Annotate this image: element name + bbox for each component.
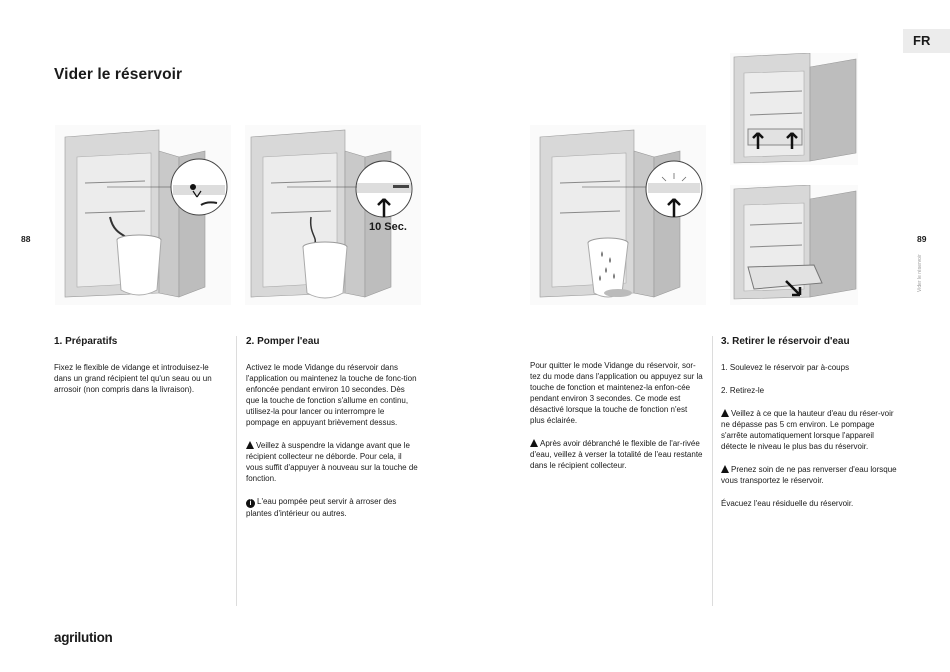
step3-warning-2-text: Prenez soin de ne pas renverser d'eau lorsque vous transportez le réservoir. [721,465,897,485]
step2-text-block [246,362,418,531]
fridge-empty-water-illustration [530,125,706,305]
fridge-button-press-illustration [245,125,421,305]
step2-warning [246,440,418,484]
step3-substep-2: 2. Retirez-le [721,386,765,395]
ten-seconds-label: 10 Sec. [369,221,407,233]
language-tab: FR [903,29,950,53]
step3-text-block [721,362,901,521]
step2-paragraph: Activez le mode Vidange du réservoir dans l'application ou maintenez la touche de fonc-tion enfoncée pendant environ 10 secondes. Dès que la touche de fonction s'allume en continu, utilisez-la pour lancer ou interrompre le pompage en appuyant brièvement dessus. [246,363,417,427]
fridge-drain-hose-illustration [55,125,231,305]
step2-heading: 2. Pomper l'eau [246,336,320,347]
step3-heading: 3. Retirer le réservoir d'eau [721,336,850,347]
column-divider [236,336,237,606]
warning-icon [721,465,729,473]
page-number-right: 89 [917,234,927,244]
step3-warning-1 [721,408,901,452]
step2-exit-warning [530,438,704,471]
page-title: Vider le réservoir [54,66,183,83]
step2-exit-paragraph: Pour quitter le mode Vidange du réservoir, sor-tez du mode dans l'application ou appuyez sur la touche de fonction et maintenez-la enfon-cée pendant environ 3 secondes. Ce mode est désactivé lorsque la touche de fonction n'est plus éclairée. [530,361,703,425]
step3-warning-1-text: Veillez à ce que la hauteur d'eau du réser-voir ne dépasse pas 5 cm environ. Le pompage s'arrête automatiquement lorsque l'appareil détecte le niveau le plus bas du réservoir. [721,409,894,451]
brand-logo: agrilution [54,630,113,645]
warning-icon [530,439,538,447]
step1-heading: 1. Préparatifs [54,336,118,347]
tank-remove-illustration [730,185,858,305]
column-divider [712,336,713,606]
info-icon: i [246,499,255,508]
side-running-title: Vider le réservoir [917,254,923,292]
warning-icon [721,409,729,417]
warning-icon [246,441,254,449]
step2-continued-text-block [530,360,704,483]
step2-exit-warning-text: Après avoir débranché le flexible de l'ar-rivée d'eau, veillez à verser la totalité de l'eau restante dans le récipient collecteur. [530,439,703,470]
step3-final-paragraph: Évacuez l'eau résiduelle du réservoir. [721,499,854,508]
page-number-left: 88 [21,234,31,244]
step2-warning-text: Veillez à suspendre la vidange avant que le récipient collecteur ne déborde. Pour cela, il vous suffit d'appuyer à nouveau sur la touche de fonction. [246,441,418,483]
step2-info-text: L'eau pompée peut servir à arroser des plantes d'intérieur ou autres. [246,497,397,518]
step2-info [246,496,418,519]
step1-paragraph: Fixez le flexible de vidange et introduisez-le dans un grand récipient tel qu'un seau ou un arrosoir (non compris dans la livraison). [54,363,212,394]
tank-lift-illustration [730,53,858,165]
step1-text-block [54,362,224,407]
step3-substep-1: 1. Soulevez le réservoir par à-coups [721,363,850,372]
step3-warning-2 [721,464,901,486]
